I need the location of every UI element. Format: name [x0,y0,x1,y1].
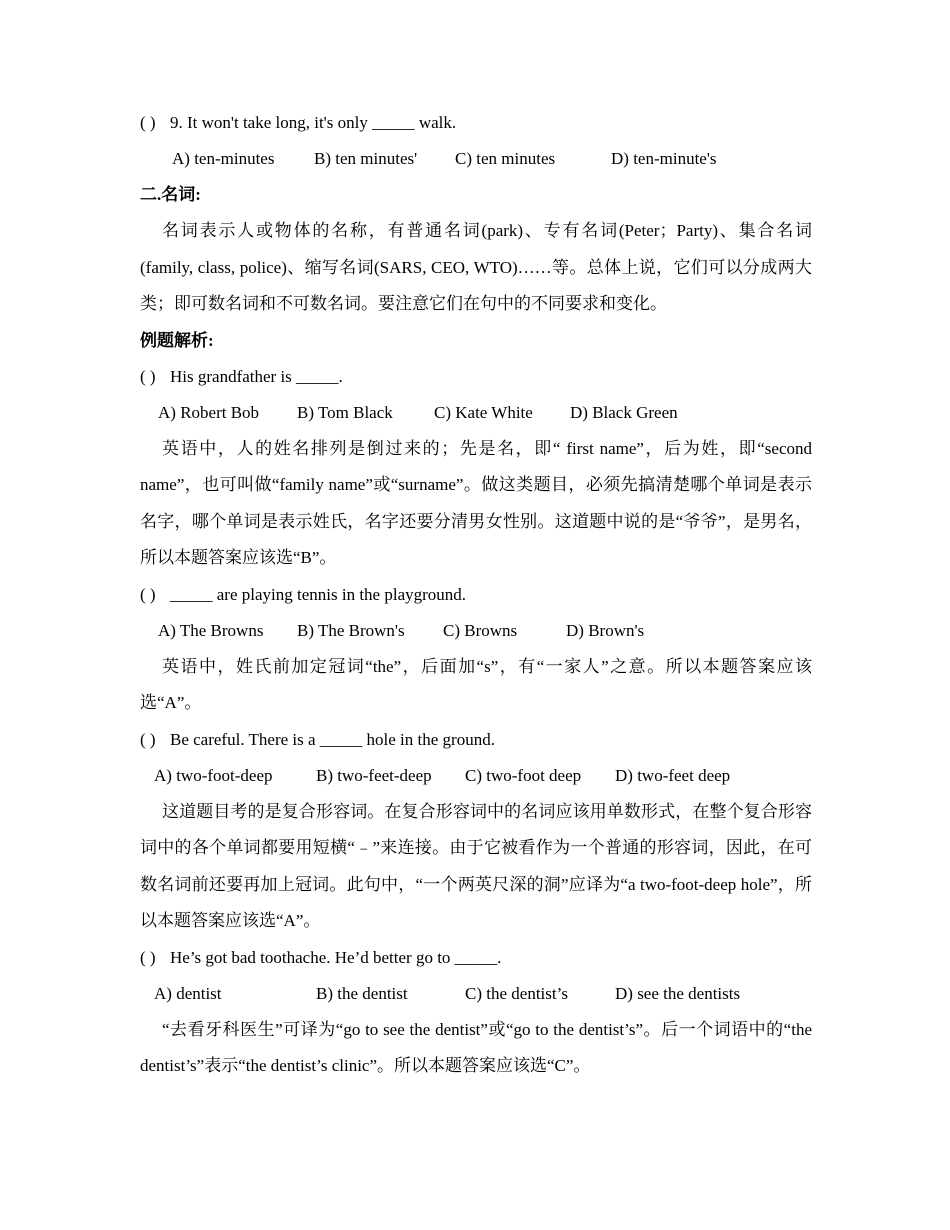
example-4-question [140,940,812,976]
option-d: D) see the dentists [615,983,741,1003]
question-text: _____ are playing tennis in the playground. [170,584,467,604]
option-a: A) two-foot-deep [154,765,273,785]
question-text: He’s got bad toothache. He’d better go to _____. [170,947,502,967]
answer-bracket: ( ) [140,729,156,749]
section-title: 二.名词: [140,185,201,204]
example-1-explanation: 英语中，人的姓名排列是倒过来的；先是名，即“ first name”，后为姓，即“second name”，也可叫做“family name”或“surname”。做这类题目，必须先搞清楚哪个单词是表示名字，哪个单词是表示姓氏，名字还要分清男女性别。这道题中说的是“爷爷”，是男名，所以本题答案应该选“B”。 [140,438,812,567]
option-d: D) Black Green [570,402,678,422]
example-1-options [140,395,812,431]
intro-paragraph: 名词表示人或物体的名称，有普通名词(park)、专有名词(Peter；Party)、集合名词(family, class, police)、缩写名词(SARS, CEO, WTO)……等。总体上说，它们可以分成两大类；即可数名词和不可数名词。要注意它们在句中的不同要求和变化。 [140,221,812,313]
option-b: B) two-feet-deep [316,765,432,785]
option-c: C) the dentist’s [465,983,568,1003]
option-a: A) The Browns [158,620,264,640]
question-text: His grandfather is _____. [170,366,343,386]
answer-bracket: ( ) [140,113,156,132]
question-text: 9. It won't take long, it's only _____ walk. [170,113,457,132]
option-c: C) ten minutes [455,149,556,168]
option-a: A) dentist [154,983,222,1003]
option-a: A) ten-minutes [172,149,275,168]
option-c: C) two-foot deep [465,765,582,785]
example-4-options [140,976,812,1012]
example-1-question [140,359,812,395]
option-a: A) Robert Bob [158,402,260,422]
answer-bracket: ( ) [140,947,156,967]
option-d: D) Brown's [566,620,645,640]
example-2-options [140,613,812,649]
option-b: B) Tom Black [297,402,393,422]
option-b: B) ten minutes' [314,149,418,168]
option-b: B) the dentist [316,983,408,1003]
answer-bracket: ( ) [140,366,156,386]
option-c: C) Browns [443,620,518,640]
example-2-question [140,577,812,613]
answer-bracket: ( ) [140,584,156,604]
document-page [140,105,812,1085]
question-text: Be careful. There is a _____ hole in the ground. [170,729,495,749]
example-2-explanation: 英语中，姓氏前加定冠词“the”，后面加“s”，有“一家人”之意。所以本题答案应该选“A”。 [140,656,812,712]
option-c: C) Kate White [434,402,533,422]
option-d: D) ten-minute's [611,149,717,168]
question-9 [140,105,812,141]
option-b: B) The Brown's [297,620,405,640]
example-3-explanation: 这道题目考的是复合形容词。在复合形容词中的名词应该用单数形式，在整个复合形容词中的各个单词都要用短横“﹣”来连接。由于它被看作为一个普通的形容词，因此，在可数名词前还要再加上冠词。此句中，“一个两英尺深的洞”应译为“a two-foot-deep hole”，所以本题答案应该选“A”。 [140,801,812,930]
option-d: D) two-feet deep [615,765,731,785]
example-3-question [140,722,812,758]
question-9-options [140,141,812,177]
example-4-explanation: “去看牙科医生”可译为“go to see the dentist”或“go to the dentist’s”。后一个词语中的“the dentist’s”表示“the dentist’s clinic”。所以本题答案应该选“C”。 [140,1019,812,1075]
example-3-options [140,758,812,794]
examples-title: 例题解析: [140,330,214,350]
